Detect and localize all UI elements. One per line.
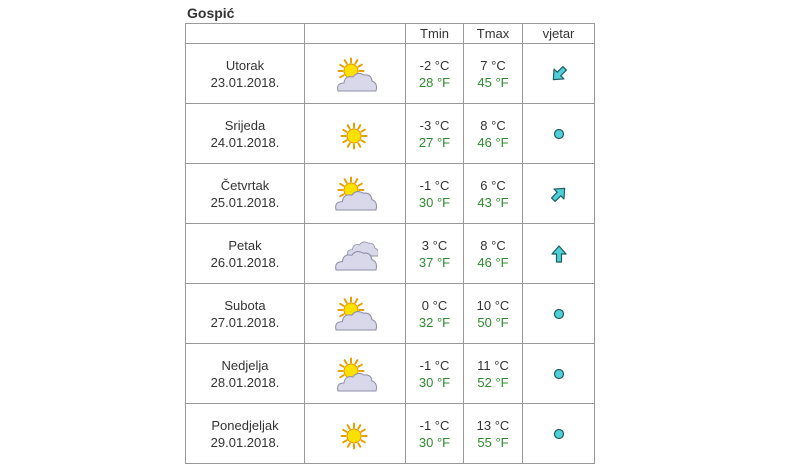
clouds-icon (332, 236, 378, 272)
tmax-celsius: 8 °C (480, 117, 506, 133)
tmax-cell (464, 344, 523, 404)
day-name: Utorak (225, 57, 265, 73)
weather-icon-cell (305, 44, 406, 104)
tmax-celsius: 10 °C (476, 297, 510, 313)
calm-dot-icon (549, 364, 569, 384)
day-date: 23.01.2018. (210, 74, 280, 90)
arrow-up-icon (549, 244, 569, 264)
tmin-fahrenheit: 27 °F (418, 134, 451, 150)
day-name: Nedjelja (221, 357, 269, 373)
wind-cell (523, 164, 595, 224)
tmin-fahrenheit: 30 °F (418, 374, 451, 390)
day-date: 26.01.2018. (210, 254, 280, 270)
tmin-fahrenheit: 37 °F (418, 254, 451, 270)
calm-dot-icon (549, 304, 569, 324)
day-name: Subota (224, 297, 266, 313)
tmin-fahrenheit: 30 °F (418, 434, 451, 450)
tmax-cell (464, 404, 523, 464)
tmax-celsius: 6 °C (480, 177, 506, 193)
wind-cell (523, 284, 595, 344)
header-wind: vjetar (523, 24, 595, 44)
day-date: 27.01.2018. (210, 314, 280, 330)
tmax-fahrenheit: 46 °F (477, 134, 509, 150)
tmin-cell (406, 404, 464, 464)
sun-cloud-icon (332, 296, 378, 332)
header-tmin: Tmin (406, 24, 464, 44)
tmin-celsius: -1 °C (419, 417, 450, 433)
calm-dot-icon (549, 424, 569, 444)
day-name: Petak (228, 237, 262, 253)
tmin-fahrenheit: 30 °F (418, 194, 451, 210)
wind-cell (523, 344, 595, 404)
tmin-celsius: 0 °C (421, 297, 448, 313)
day-date: 28.01.2018. (210, 374, 280, 390)
location-title: Gospić (187, 5, 235, 21)
weather-icon-cell (305, 344, 406, 404)
forecast-row (186, 164, 595, 224)
wind-cell (523, 104, 595, 164)
forecast-table (185, 23, 595, 464)
tmin-cell (406, 104, 464, 164)
tmax-fahrenheit: 50 °F (477, 314, 509, 330)
day-cell (186, 44, 305, 104)
tmin-cell (406, 224, 464, 284)
header-day (186, 24, 305, 44)
tmin-celsius: -2 °C (419, 57, 450, 73)
tmin-cell (406, 284, 464, 344)
tmax-celsius: 11 °C (477, 357, 509, 373)
weather-icon-cell (305, 164, 406, 224)
tmax-fahrenheit: 45 °F (477, 74, 509, 90)
day-cell (186, 284, 305, 344)
tmax-cell (464, 44, 523, 104)
day-date: 29.01.2018. (210, 434, 280, 450)
weather-icon-cell (305, 404, 406, 464)
forecast-row (186, 284, 595, 344)
tmax-celsius: 13 °C (476, 417, 510, 433)
tmin-celsius: -3 °C (419, 117, 450, 133)
forecast-row (186, 404, 595, 464)
day-date: 24.01.2018. (210, 134, 280, 150)
arrow-down-left-icon (549, 64, 569, 84)
tmax-fahrenheit: 55 °F (477, 434, 509, 450)
forecast-rows (186, 44, 595, 464)
tmin-fahrenheit: 28 °F (418, 74, 451, 90)
day-cell (186, 164, 305, 224)
tmin-cell (406, 164, 464, 224)
day-cell (186, 224, 305, 284)
tmin-cell (406, 44, 464, 104)
wind-cell (523, 224, 595, 284)
tmin-fahrenheit: 32 °F (418, 314, 451, 330)
wind-cell (523, 404, 595, 464)
tmax-celsius: 7 °C (480, 57, 506, 73)
calm-dot-icon (549, 124, 569, 144)
day-cell (186, 404, 305, 464)
tmax-fahrenheit: 46 °F (477, 254, 509, 270)
tmin-celsius: -1 °C (419, 177, 450, 193)
tmin-celsius: -1 °C (419, 357, 450, 373)
day-date: 25.01.2018. (210, 194, 280, 210)
header-tmax: Tmax (464, 24, 523, 44)
tmax-fahrenheit: 52 °F (477, 374, 509, 390)
tmax-cell (464, 164, 523, 224)
forecast-row (186, 104, 595, 164)
day-name: Četvrtak (220, 177, 270, 193)
tmax-cell (464, 224, 523, 284)
header-row (186, 24, 595, 44)
tmax-cell (464, 104, 523, 164)
day-cell (186, 104, 305, 164)
weather-icon-cell (305, 224, 406, 284)
forecast-row (186, 224, 595, 284)
tmax-celsius: 8 °C (480, 237, 506, 253)
day-cell (186, 344, 305, 404)
sun-small-cloud-icon (332, 56, 378, 92)
day-name: Ponedjeljak (211, 417, 279, 433)
forecast-row (186, 44, 595, 104)
sun-icon (332, 416, 378, 452)
weather-icon-cell (305, 284, 406, 344)
day-name: Srijeda (224, 117, 266, 133)
weather-icon-cell (305, 104, 406, 164)
forecast-row (186, 344, 595, 404)
tmin-celsius: 3 °C (421, 237, 448, 253)
tmax-fahrenheit: 43 °F (477, 194, 509, 210)
arrow-up-right-icon (549, 184, 569, 204)
wind-cell (523, 44, 595, 104)
tmax-cell (464, 284, 523, 344)
sun-small-cloud-icon (332, 356, 378, 392)
sun-cloud-icon (332, 176, 378, 212)
tmin-cell (406, 344, 464, 404)
sun-icon (332, 116, 378, 152)
header-icon (305, 24, 406, 44)
